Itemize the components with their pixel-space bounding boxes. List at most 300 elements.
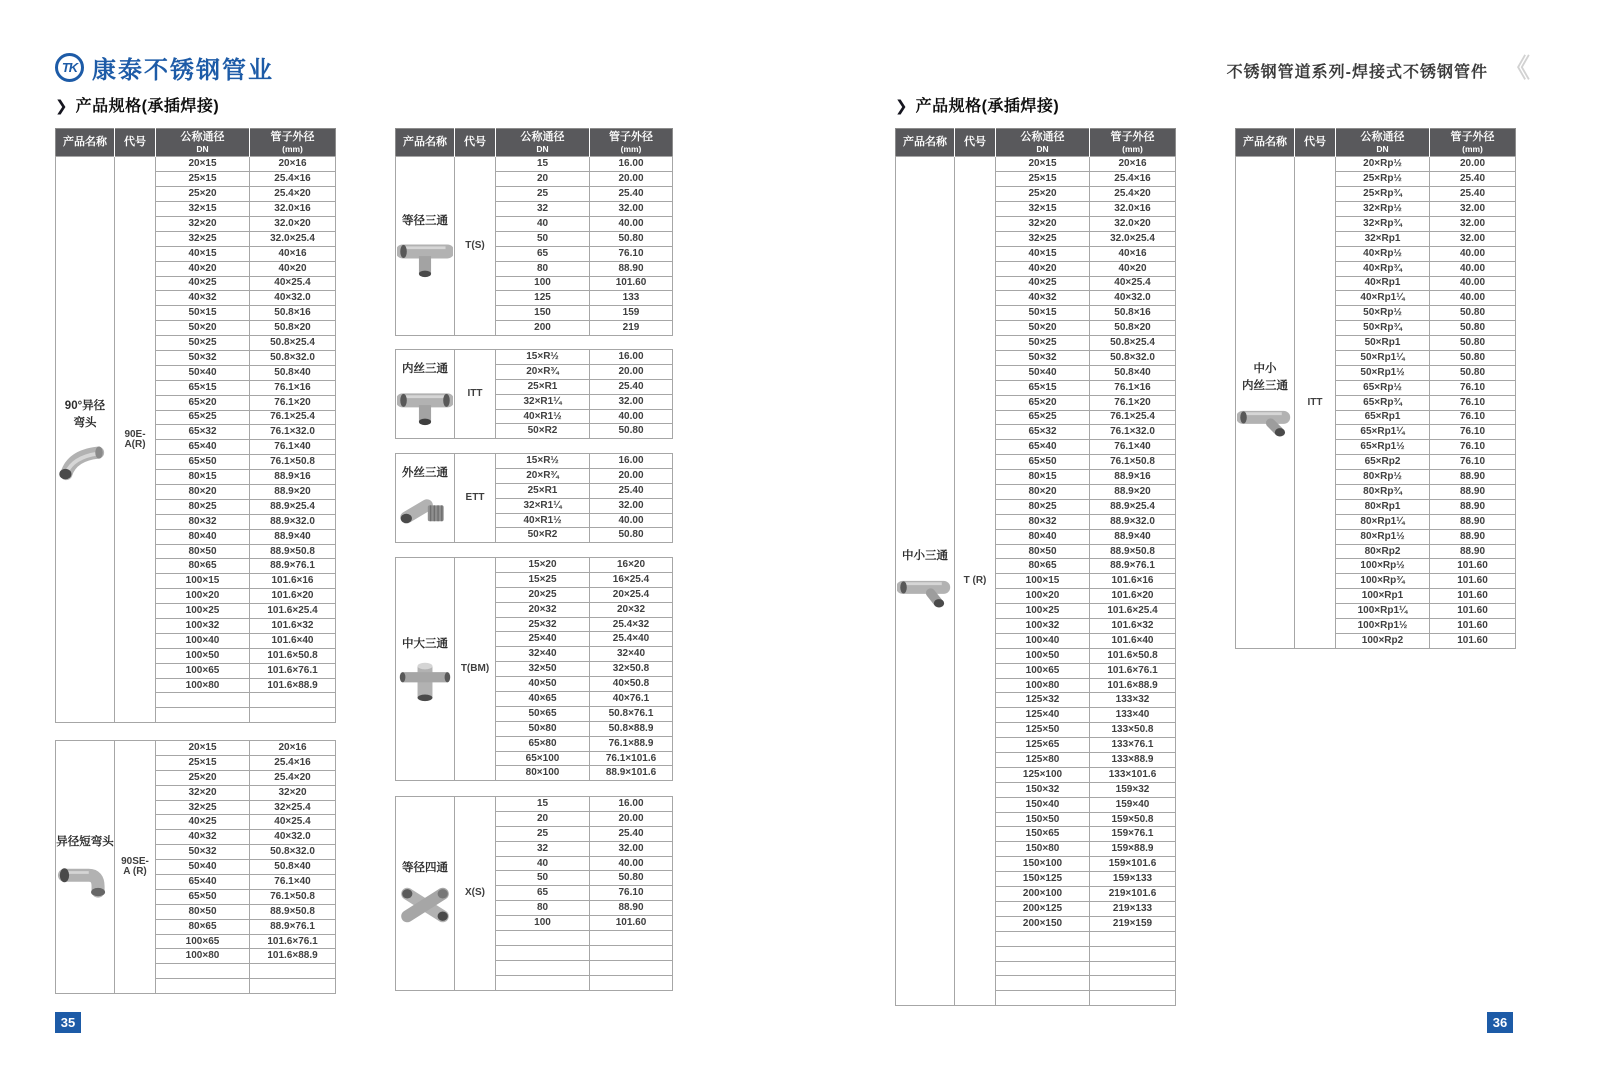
cell-dn: 80×32 [156,514,250,529]
cell-od: 88.9×16 [250,470,336,485]
cell-od: 88.9×50.8 [250,904,336,919]
cell-dn: 32×Rp¾ [1336,216,1430,231]
cell-od: 159×76.1 [1090,827,1176,842]
cell-dn: 80×Rp¾ [1336,485,1430,500]
cell-od: 20×32 [590,602,673,617]
cell-dn: 65×Rp1½ [1336,440,1430,455]
cell-od: 76.1×40 [250,440,336,455]
cell-od: 101.6×32 [1090,619,1176,634]
brand-logo [55,50,274,85]
cell-od: 101.60 [1430,589,1516,604]
mid-large-tee-photo [396,660,454,702]
cell-dn: 15×R½ [496,454,590,469]
cell-dn: 125×32 [996,693,1090,708]
cell-dn: 80×100 [496,766,590,781]
cell-od: 50.8×25.4 [250,336,336,351]
cell-dn: 80×20 [996,485,1090,500]
cell-dn: 40×32 [156,291,250,306]
cell-dn: 50×Rp1¼ [1336,350,1430,365]
cell-od: 32.0×16 [1090,202,1176,217]
cell-od: 159×40 [1090,797,1176,812]
cell-od: 101.6×88.9 [250,949,336,964]
cell-od: 88.90 [590,901,673,916]
cell-dn: 80×Rp1 [1336,499,1430,514]
spec-table [395,557,673,781]
cell-dn-empty [996,991,1090,1006]
cell-dn: 80×Rp2 [1336,544,1430,559]
cell-dn: 25×32 [496,617,590,632]
cell-dn: 40×32 [996,291,1090,306]
cell-dn: 100 [496,276,590,291]
cell-od: 76.10 [590,886,673,901]
cell-od: 16×25.4 [590,572,673,587]
cell-od: 88.9×76.1 [250,919,336,934]
cell-dn: 40×32 [156,830,250,845]
cell-od: 76.1×101.6 [590,751,673,766]
cell-od: 40×25.4 [1090,276,1176,291]
cell-od: 133 [590,291,673,306]
cell-dn: 50×65 [496,706,590,721]
cell-dn: 25×40 [496,632,590,647]
cell-od: 50.8×40 [250,365,336,380]
cell-dn-empty [496,945,590,960]
cell-od: 25.4×16 [250,755,336,770]
cell-dn: 32×Rp1 [1336,231,1430,246]
cell-dn: 25×Rp¾ [1336,187,1430,202]
table-row [396,558,673,573]
cell-od: 50.8×25.4 [1090,336,1176,351]
product-code: X(S) [455,797,496,991]
cell-dn: 50×25 [156,336,250,351]
cell-dn: 80×25 [996,499,1090,514]
cell-dn: 50 [496,871,590,886]
product-cell [396,350,455,439]
cell-od: 88.9×16 [1090,470,1176,485]
cell-od-empty [590,960,673,975]
product-code: T(S) [455,157,496,336]
cell-od: 76.1×32.0 [1090,425,1176,440]
product-code: ITT [1295,157,1336,648]
cell-od: 50.8×76.1 [590,706,673,721]
cell-od: 25.40 [590,379,673,394]
cell-od: 40.00 [590,216,673,231]
cell-od: 101.60 [590,916,673,931]
cell-dn: 200×125 [996,901,1090,916]
cell-dn-empty [156,964,250,979]
cell-od: 88.90 [1430,544,1516,559]
cell-od: 101.60 [1430,604,1516,619]
cell-od: 25.4×16 [250,172,336,187]
cell-dn: 80×65 [996,559,1090,574]
cell-dn: 25×20 [996,187,1090,202]
cell-dn: 100×65 [156,934,250,949]
cell-od: 50.80 [1430,306,1516,321]
cell-dn: 40×65 [496,692,590,707]
cell-dn: 150×125 [996,872,1090,887]
series-title: 不锈钢管道系列-焊接式不锈钢管件 [1226,64,1488,81]
cell-od: 32.00 [1430,231,1516,246]
cell-dn: 150 [496,306,590,321]
table-tee-mid-small [895,128,1176,1006]
cell-od: 25.40 [590,826,673,841]
cell-dn: 100×Rp1¼ [1336,604,1430,619]
product-code: ITT [455,350,496,439]
cell-dn: 80×15 [156,470,250,485]
table-row [56,157,336,172]
cell-od: 219 [590,321,673,336]
cell-dn-empty [496,931,590,946]
cell-dn: 200×100 [996,887,1090,902]
cell-od: 50.80 [590,231,673,246]
cell-od: 50.8×32.0 [250,350,336,365]
cell-od: 40×25.4 [250,276,336,291]
cell-dn: 80×50 [156,544,250,559]
cell-od: 76.1×88.9 [590,736,673,751]
cell-od: 25.40 [1430,187,1516,202]
cell-dn-empty [996,976,1090,991]
cell-dn: 32×15 [996,202,1090,217]
cell-od: 40×76.1 [590,692,673,707]
cell-od: 101.60 [1430,574,1516,589]
cell-od: 50.8×20 [1090,321,1176,336]
cell-od: 76.1×16 [250,380,336,395]
cell-dn: 65×80 [496,736,590,751]
table-tee-mid-small-female [1235,128,1516,649]
cell-dn: 65×50 [996,455,1090,470]
cell-od-empty [1090,961,1176,976]
cell-od: 50.8×40 [1090,365,1176,380]
cell-dn: 65×50 [156,889,250,904]
cell-od: 76.1×50.8 [250,889,336,904]
cell-od: 219×101.6 [1090,887,1176,902]
cell-od: 20×25.4 [590,587,673,602]
cell-od: 101.6×40 [1090,633,1176,648]
cell-dn: 65×100 [496,751,590,766]
cell-dn: 100×80 [156,678,250,693]
cell-od: 133×76.1 [1090,738,1176,753]
cell-dn: 40×15 [996,246,1090,261]
cell-od: 159×133 [1090,872,1176,887]
col-header-code: 代号 [1295,129,1336,157]
cell-od: 101.6×20 [250,589,336,604]
cell-od-empty [1090,946,1176,961]
cell-od: 20.00 [590,172,673,187]
section-title-left: 产品规格(承插焊接) [75,98,220,115]
cell-od: 40×50.8 [590,677,673,692]
col-header-product: 产品名称 [896,129,955,157]
cell-dn: 50×15 [996,306,1090,321]
cell-od: 40.00 [590,513,673,528]
cell-od: 40×16 [1090,246,1176,261]
product-cell [396,454,455,543]
cell-dn: 32×20 [996,216,1090,231]
cell-dn: 25×R1 [496,483,590,498]
cell-od: 50.80 [1430,336,1516,351]
cell-dn: 40×R1½ [496,513,590,528]
cell-dn: 80×40 [996,529,1090,544]
col-header-dn: 公称通径 DN [496,129,590,157]
cell-dn: 32×15 [156,202,250,217]
cell-dn: 32×50 [496,662,590,677]
product-code: 90E- A(R) [115,157,156,723]
cell-od: 32.00 [590,498,673,513]
cell-od: 40×32.0 [250,830,336,845]
cell-od: 76.10 [1430,455,1516,470]
cell-dn: 32×40 [496,647,590,662]
cell-od: 40.00 [590,856,673,871]
cell-dn: 65×Rp¾ [1336,395,1430,410]
cell-dn: 80×25 [156,499,250,514]
cell-dn: 100 [496,916,590,931]
col-header-dn: 公称通径 DN [156,129,250,157]
cell-od: 50.8×32.0 [250,845,336,860]
cell-dn: 80 [496,901,590,916]
cell-dn: 65 [496,246,590,261]
cell-dn: 150×100 [996,857,1090,872]
cell-od: 88.9×20 [250,485,336,500]
cell-od: 88.9×25.4 [250,499,336,514]
cell-od: 88.9×32.0 [250,514,336,529]
cell-dn: 32×20 [156,785,250,800]
cell-dn: 80×Rp1½ [1336,529,1430,544]
product-name: 中大三通 [402,638,448,651]
cell-dn: 32 [496,202,590,217]
cell-od: 159×88.9 [1090,842,1176,857]
cell-dn: 125×40 [996,708,1090,723]
cell-dn: 20×15 [156,157,250,172]
cell-dn: 100×Rp1½ [1336,619,1430,634]
cell-dn: 65×40 [996,440,1090,455]
cell-od: 88.90 [1430,499,1516,514]
cell-dn: 65×25 [996,410,1090,425]
cell-dn: 32×Rp½ [1336,202,1430,217]
cell-dn: 20 [496,811,590,826]
female-tee-photo [396,385,454,427]
cell-dn: 125×50 [996,723,1090,738]
cell-od: 76.10 [590,246,673,261]
cell-dn: 125×65 [996,738,1090,753]
cell-od: 32×25.4 [250,800,336,815]
col-header-code: 代号 [955,129,996,157]
cell-dn: 100×15 [156,574,250,589]
table-row [896,157,1176,172]
mid-small-tee-photo [896,572,954,614]
cell-od: 76.1×40 [1090,440,1176,455]
product-code: 90SE- A (R) [115,741,156,994]
cell-od: 88.9×101.6 [590,766,673,781]
cell-dn: 25 [496,826,590,841]
cell-od: 101.6×20 [1090,589,1176,604]
cell-dn: 32×25 [156,800,250,815]
cell-od: 40×16 [250,246,336,261]
cell-od: 32.0×20 [250,216,336,231]
cell-od: 219×133 [1090,901,1176,916]
cell-od: 16.00 [590,350,673,365]
table-row [396,157,673,172]
cell-od: 88.9×32.0 [1090,514,1176,529]
cell-od: 101.60 [1430,619,1516,634]
cell-od: 50.8×16 [1090,306,1176,321]
cell-dn: 150×32 [996,782,1090,797]
cell-dn: 50×Rp1 [1336,336,1430,351]
table-row [396,350,673,365]
product-name: 中小 内丝三通 [1242,362,1288,393]
cell-od-empty [590,975,673,990]
cell-dn: 65×Rp2 [1336,455,1430,470]
cell-od: 25.40 [1430,172,1516,187]
cell-dn: 50×Rp1½ [1336,365,1430,380]
col-header-product: 产品名称 [56,129,115,157]
cell-dn: 150×50 [996,812,1090,827]
cell-od: 88.90 [1430,514,1516,529]
cell-dn: 25×15 [156,755,250,770]
cell-od: 32.00 [1430,202,1516,217]
cell-dn: 50×Rp¾ [1336,321,1430,336]
cell-dn: 25×R1 [496,379,590,394]
table-tee-mid-large [395,557,673,781]
cell-dn: 100×25 [996,604,1090,619]
table-header-row [56,129,336,157]
product-code: T (R) [955,157,996,1006]
cell-od: 16.00 [590,157,673,172]
product-name: 异径短弯头 [56,835,114,848]
cell-od: 133×40 [1090,708,1176,723]
cell-dn: 65×15 [156,380,250,395]
cell-od: 88.9×76.1 [1090,559,1176,574]
cell-dn: 50×32 [996,350,1090,365]
cell-od: 32.0×25.4 [1090,231,1176,246]
cell-dn-empty [496,960,590,975]
cell-dn: 40 [496,856,590,871]
cell-dn: 20×Rp½ [1336,157,1430,172]
cell-dn: 50×R2 [496,528,590,543]
cell-od: 40×32.0 [250,291,336,306]
table-row [396,454,673,469]
cell-od: 101.60 [590,276,673,291]
cell-dn: 50×25 [996,336,1090,351]
cell-od: 40×20 [1090,261,1176,276]
logo-tk-icon: TK [55,53,84,82]
product-cell [56,157,115,723]
cell-od-empty [1090,991,1176,1006]
cell-dn: 40×20 [156,261,250,276]
col-header-product: 产品名称 [1236,129,1295,157]
cell-dn: 65×50 [156,455,250,470]
product-code: T(BM) [455,558,496,781]
cell-dn: 20×R¾ [496,468,590,483]
cell-dn: 40×25 [156,276,250,291]
cell-dn: 40×Rp1¼ [1336,291,1430,306]
cell-dn: 65×Rp½ [1336,380,1430,395]
cell-dn: 65×40 [156,440,250,455]
cell-od: 159 [590,306,673,321]
cell-dn: 32 [496,841,590,856]
cell-od: 20×16 [250,157,336,172]
cell-dn: 15 [496,797,590,812]
cell-od: 133×88.9 [1090,753,1176,768]
cell-dn: 32×25 [996,231,1090,246]
logo-text: 康泰不锈钢管业 [92,57,274,84]
male-tee-photo [396,489,454,531]
cell-od: 20×16 [1090,157,1176,172]
cell-dn: 15×20 [496,558,590,573]
cell-od: 88.9×40 [250,529,336,544]
col-header-code: 代号 [115,129,156,157]
cell-od: 88.9×20 [1090,485,1176,500]
cell-od: 101.6×76.1 [1090,663,1176,678]
cell-dn: 100×25 [156,604,250,619]
cell-dn: 25×20 [156,770,250,785]
cell-dn: 150×40 [996,797,1090,812]
cell-dn: 25×15 [996,172,1090,187]
cell-od: 40.00 [1430,261,1516,276]
cell-od: 101.6×25.4 [1090,604,1176,619]
cell-dn-empty [156,979,250,994]
cell-dn: 125×80 [996,753,1090,768]
col-header-code: 代号 [455,129,496,157]
cell-od: 20.00 [590,468,673,483]
cell-od: 76.1×50.8 [1090,455,1176,470]
equal-tee-photo [396,237,454,279]
cell-dn: 100×80 [996,678,1090,693]
cell-dn: 80×65 [156,919,250,934]
cell-dn: 65×Rp1 [1336,410,1430,425]
table-tee-male [395,453,673,543]
product-name: 90°异径 弯头 [64,400,106,430]
col-header-od: 管子外径 (mm) [590,129,673,157]
cell-od: 50.80 [590,871,673,886]
cell-od: 101.6×32 [250,619,336,634]
cell-dn-empty [996,946,1090,961]
cell-dn: 20×R¾ [496,364,590,379]
cell-od: 101.6×76.1 [250,934,336,949]
cell-dn: 200×150 [996,916,1090,931]
cell-dn: 32×25 [156,231,250,246]
cell-od: 101.6×88.9 [250,678,336,693]
cell-od: 76.1×16 [1090,380,1176,395]
cell-dn: 80×50 [156,904,250,919]
cell-od: 25.4×16 [1090,172,1176,187]
cell-dn-empty [996,961,1090,976]
table-row [1236,157,1516,172]
cell-od: 20.00 [1430,157,1516,172]
cell-od: 32.00 [1430,216,1516,231]
table-header-row [896,129,1176,157]
cell-dn: 50×40 [996,365,1090,380]
cell-od: 25.4×20 [250,187,336,202]
short-elbow-photo [56,858,114,900]
cell-dn: 25×Rp½ [1336,172,1430,187]
spec-table [395,128,673,336]
cell-dn-empty [496,975,590,990]
cell-dn: 50×15 [156,306,250,321]
cell-od: 50.80 [590,424,673,439]
cell-dn: 50×40 [156,860,250,875]
cell-dn: 65×20 [156,395,250,410]
cell-od: 101.6×76.1 [250,663,336,678]
cell-od: 133×50.8 [1090,723,1176,738]
cell-od: 40×25.4 [250,815,336,830]
cell-od: 76.10 [1430,380,1516,395]
cell-od: 32.00 [590,394,673,409]
double-chevron-icon: 《 [1503,53,1530,83]
cell-od: 76.1×32.0 [250,425,336,440]
product-cell [396,558,455,781]
cell-dn: 40×Rp1 [1336,276,1430,291]
cell-dn: 125 [496,291,590,306]
cell-od: 50.80 [1430,321,1516,336]
cell-od: 88.9×50.8 [250,544,336,559]
